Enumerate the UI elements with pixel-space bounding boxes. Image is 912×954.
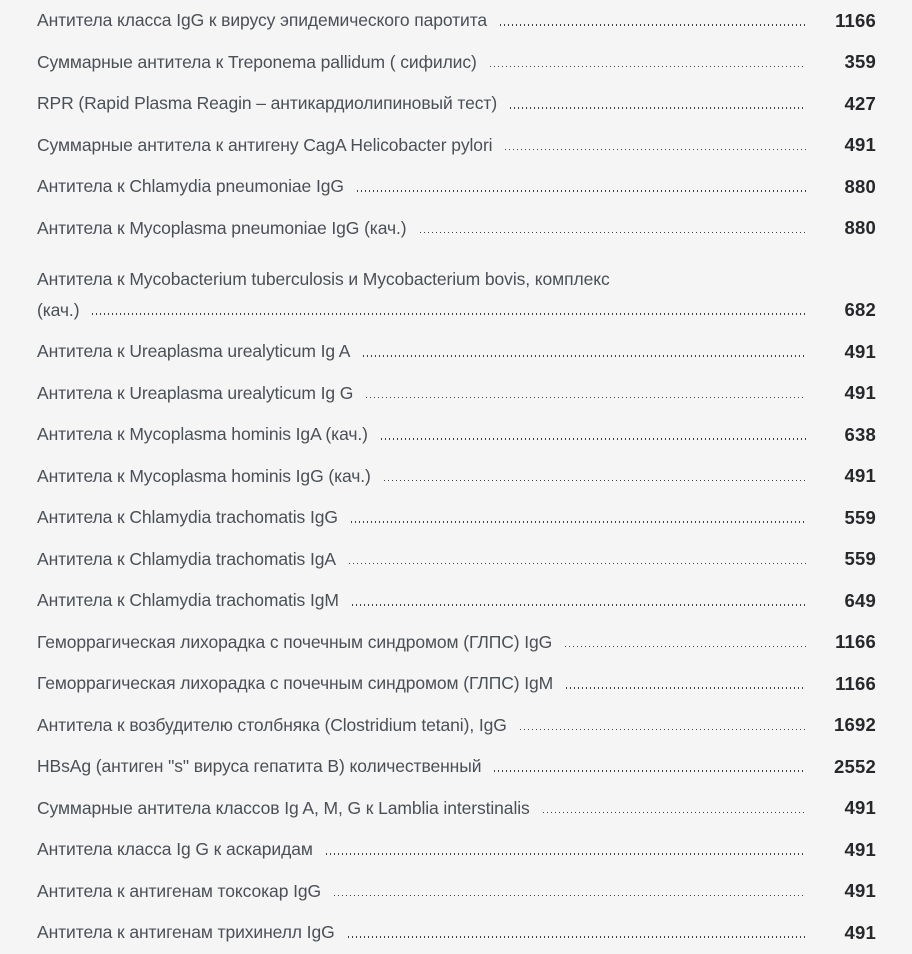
price-row [0, 622, 912, 664]
row-label: (кач.) [37, 299, 80, 320]
row-price: 559 [844, 548, 876, 570]
row-price: 1166 [835, 9, 876, 31]
price-row [0, 208, 912, 250]
dotted-leader [351, 521, 806, 523]
dotted-leader [566, 687, 806, 689]
dotted-leader [357, 190, 806, 192]
dotted-leader [326, 853, 806, 855]
row-label: Антитела к Ureaplasma urealyticum Ig G [37, 382, 354, 403]
price-row [0, 580, 912, 622]
row-label: Антитела к Mycoplasma hominis IgG (кач.) [37, 465, 371, 486]
row-price: 491 [844, 838, 876, 860]
dotted-leader [363, 355, 806, 357]
price-row [0, 912, 912, 954]
row-label: Антитела к антигенам токсокар IgG [37, 880, 321, 901]
row-price: 880 [844, 175, 876, 197]
row-label: Антитела к Ureaplasma urealyticum Ig A [37, 341, 351, 362]
dotted-leader [543, 811, 806, 813]
row-label: Антитела класса Ig G к аскаридам [37, 839, 313, 860]
row-price: 2552 [834, 755, 876, 777]
price-row [0, 42, 912, 84]
row-label: RPR (Rapid Plasma Reagin – антикардиолипиновый тест) [37, 93, 498, 114]
dotted-leader [381, 438, 806, 440]
dotted-leader [494, 770, 806, 772]
row-price: 638 [844, 423, 876, 445]
row-label: Антитела к Mycoplasma hominis IgA (кач.) [37, 424, 368, 445]
price-row [0, 331, 912, 373]
row-price: 1166 [835, 631, 876, 653]
row-label: Антитела к Mycoplasma pneumoniae IgG (кач.) [37, 217, 407, 238]
row-price: 491 [844, 134, 876, 156]
row-label: Антитела к Chlamydia trachomatis IgA [37, 548, 336, 569]
row-price: 491 [844, 382, 876, 404]
price-row [0, 829, 912, 871]
row-label: Антитела к Chlamydia trachomatis IgG [37, 507, 338, 528]
row-price: 491 [844, 465, 876, 487]
row-price: 491 [844, 797, 876, 819]
dotted-leader [520, 728, 806, 730]
dotted-leader [334, 894, 806, 896]
row-price: 880 [844, 217, 876, 239]
row-price: 427 [844, 92, 876, 114]
row-label: Антитела к возбудителю столбняка (Clostridium tetani), IgG [37, 714, 507, 735]
price-row [0, 373, 912, 415]
row-label: Антитела к Chlamydia trachomatis IgM [37, 590, 339, 611]
row-price: 1166 [835, 672, 876, 694]
dotted-leader [349, 562, 806, 564]
dotted-leader [366, 396, 806, 398]
row-label: Геморрагическая лихорадка с почечным синдромом (ГЛПС) IgM [37, 673, 554, 694]
price-row [0, 249, 912, 331]
price-row [0, 456, 912, 498]
dotted-leader [384, 479, 806, 481]
price-row [0, 663, 912, 705]
row-label-top: Антитела к Mycobacterium tuberculosis и Mycobacterium bovis, комплекс [37, 269, 610, 289]
dotted-leader [348, 936, 806, 938]
row-label: Антитела класса IgG к вирусу эпидемического паротита [37, 10, 488, 31]
price-row [0, 166, 912, 208]
row-label: Антитела к антигенам трихинелл IgG [37, 922, 335, 943]
price-row [0, 0, 912, 42]
price-row [0, 497, 912, 539]
row-price: 491 [844, 880, 876, 902]
row-label: Геморрагическая лихорадка с почечным синдромом (ГЛПС) IgG [37, 631, 553, 652]
dotted-leader [490, 65, 806, 67]
row-price: 559 [844, 506, 876, 528]
row-price: 1692 [834, 714, 876, 736]
price-row [0, 705, 912, 747]
row-label: Антитела к Chlamydia pneumoniae IgG [37, 176, 344, 197]
row-label: HBsAg (антиген "s" вируса гепатита В) количественный [37, 756, 482, 777]
row-label: Суммарные антитела к Treponema pallidum ( сифилис) [37, 51, 477, 72]
row-price: 491 [844, 921, 876, 943]
price-row [0, 539, 912, 581]
price-row [0, 414, 912, 456]
dotted-leader [352, 604, 806, 606]
dotted-leader [505, 148, 806, 150]
price-row [0, 125, 912, 167]
dotted-leader [565, 645, 806, 647]
row-price: 649 [844, 589, 876, 611]
price-row [0, 83, 912, 125]
row-price: 682 [844, 299, 876, 320]
dotted-leader [500, 24, 806, 26]
row-label: Суммарные антитела классов Ig A, M, G к Lamblia interstinalis [37, 797, 530, 818]
dotted-leader [420, 231, 807, 233]
price-row [0, 871, 912, 913]
row-price: 359 [844, 51, 876, 73]
price-row [0, 746, 912, 788]
row-price: 491 [844, 340, 876, 362]
row-label: Суммарные антитела к антигену CagA Helicobacter pylori [37, 134, 493, 155]
dotted-leader [92, 313, 806, 315]
price-row [0, 788, 912, 830]
dotted-leader [510, 107, 806, 109]
